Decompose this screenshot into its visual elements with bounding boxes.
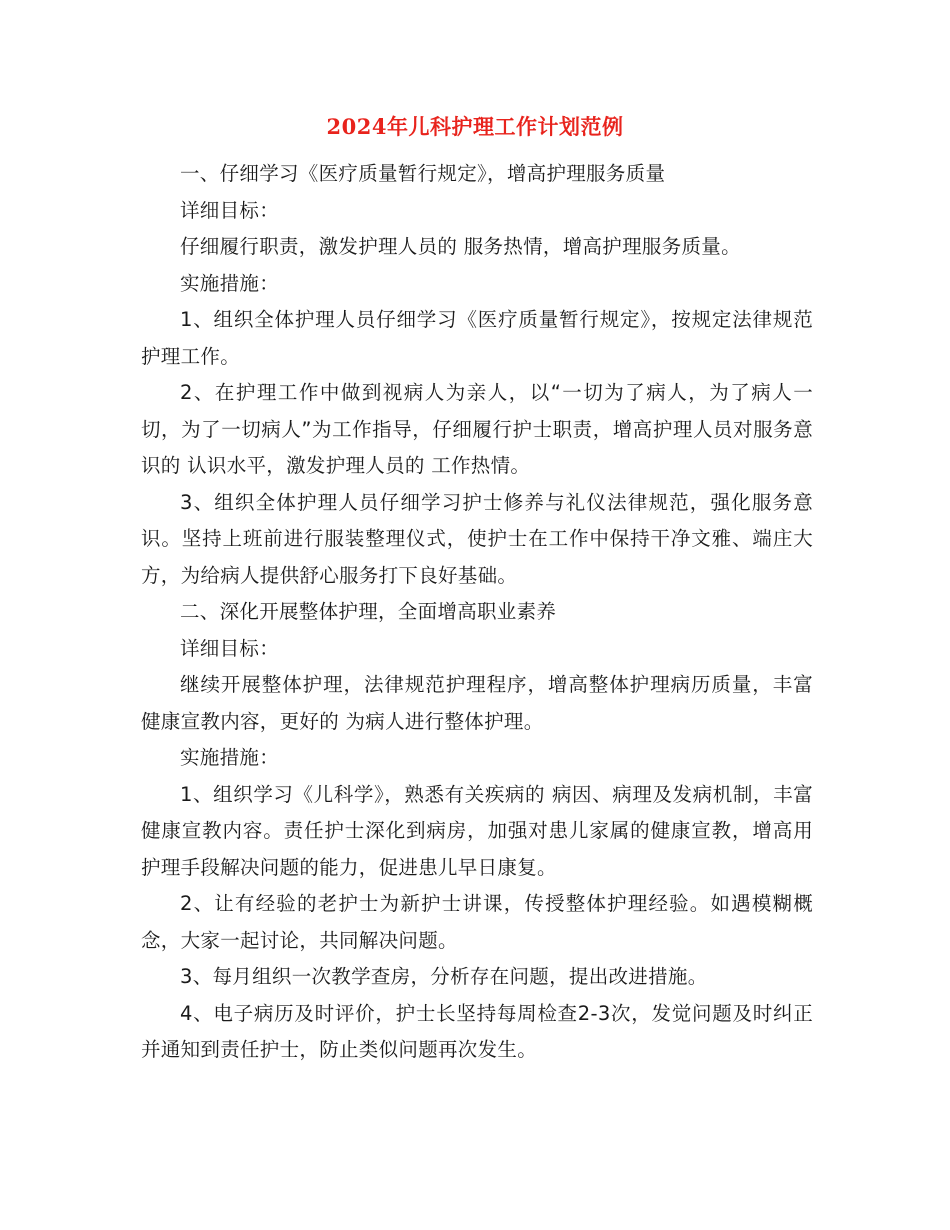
paragraph-measure-2-3: 3、每月组织一次教学查房，分析存在问题，提出改进措施。 xyxy=(180,965,708,988)
paragraph-measure-2-1: 1、组织学习《儿科学》，熟悉有关疾病的 病因、病理及发病机制，丰富健康宣教内容。责任护士深化到病房，加强对患儿家属的健康宣教，增高用护理手段解决问题的能力，促进患儿早日康复。 xyxy=(141,782,813,879)
paragraph-goal-text-2: 继续开展整体护理，法律规范护理程序，增高整体护理病历质量，丰富健康宣教内容，更好的 为病人进行整体护理。 xyxy=(141,673,813,733)
paragraph-goal-label: 详细目标： xyxy=(180,198,280,222)
paragraph-measures-label-2: 实施措施： xyxy=(180,746,280,769)
paragraph-section-1-heading: 一、仔细学习《医疗质量暂行规定》，增高护理服务质量 xyxy=(180,162,666,185)
paragraph-goal-label-2: 详细目标： xyxy=(180,636,280,660)
paragraph-measure-2: 2、在护理工作中做到视病人为亲人，以“一切为了病人，为了病人一切，为了一切病人”为工作指导，仔细履行护士职责，增高护理人员对服务意识的 认识水平，激发护理人员的 工作热情。 xyxy=(141,381,813,477)
paragraph-section-2-heading: 二、深化开展整体护理，全面增高职业素养 xyxy=(180,600,557,623)
paragraph-measures-label: 实施措施： xyxy=(180,271,280,295)
document-body xyxy=(141,156,813,1069)
paragraph-goal-text: 仔细履行职责，激发护理人员的 服务热情，增高护理服务质量。 xyxy=(180,235,741,258)
paragraph-measure-1: 1、组织全体护理人员仔细学习《医疗质量暂行规定》，按规定法律规范护理工作。 xyxy=(141,308,813,368)
paragraph-measure-2-4: 4、电子病历及时评价，护士长坚持每周检查2-3次，发觉问题及时纠正并通知到责任护士，防止类似问题再次发生。 xyxy=(141,1001,813,1061)
paragraph-measure-3: 3、组织全体护理人员仔细学习护士修养与礼仪法律规范，强化服务意识。坚持上班前进行服装整理仪式，使护士在工作中保持干净文雅、端庄大方，为给病人提供舒心服务打下良好基础。 xyxy=(141,490,813,587)
paragraph-measure-2-2: 2、让有经验的老护士为新护士讲课，传授整体护理经验。如遇模糊概念，大家一起讨论，共同解决问题。 xyxy=(141,892,813,952)
document-title: 2024年儿科护理工作计划范例 xyxy=(326,114,624,139)
